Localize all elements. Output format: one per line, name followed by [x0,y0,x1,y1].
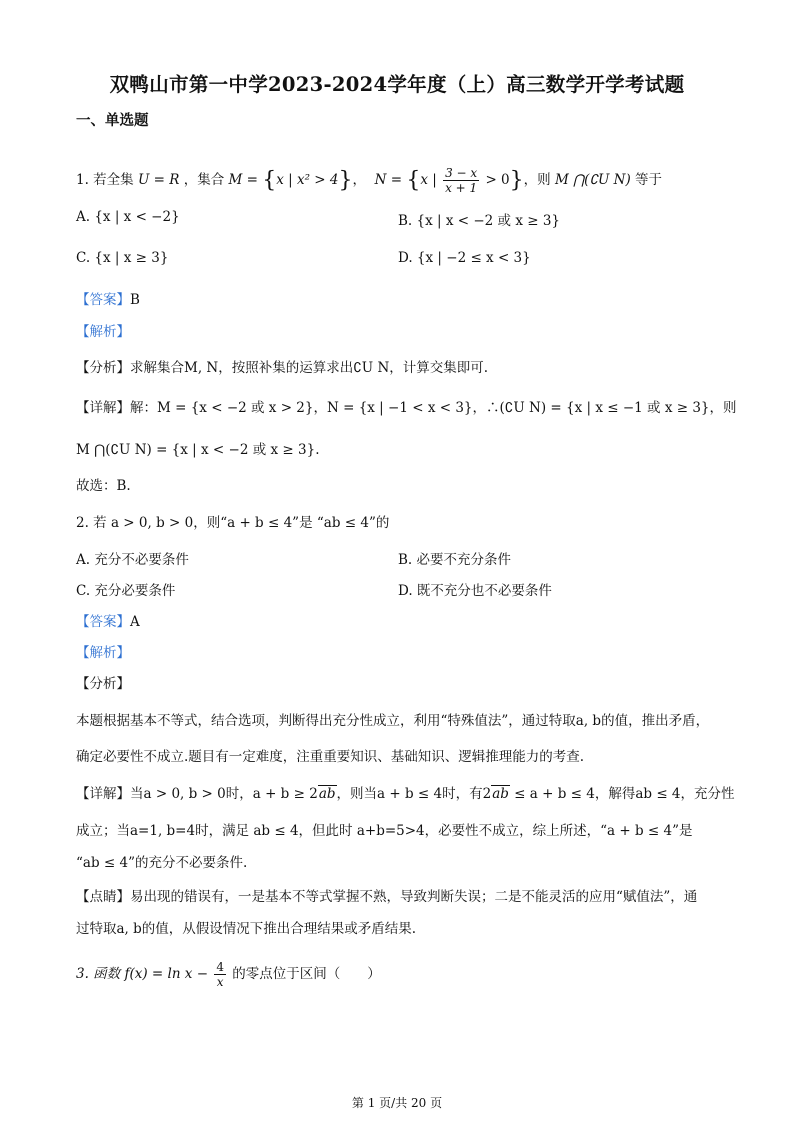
q2-option-c: C. 充分必要条件 [76,583,176,599]
fraction-4-over-x: $\frac{4}{x}$ [216,960,224,989]
q2-analysis-line-1: 本题根据基本不等式，结合选项，判断得出充分性成立，利用“特殊值法”，通过特取a, b的值，推出矛盾， [76,713,710,729]
q1-detail-line-1: 【详解】解：M = {x < −2 或 x > 2}，N = {x | −1 < x < 3}，∴(∁U N) = {x | x ≤ −1 或 x ≥ 3}，则 [76,400,737,416]
q1-analysis: 【分析】求解集合M, N，按照补集的运算求出∁U N，计算交集即可. [76,360,489,376]
q2-option-a: A. 充分不必要条件 [76,552,189,568]
q2-jiexi-tag: 【解析】 [76,645,130,661]
q2-detail-line-3: “ab ≤ 4”的充分不必要条件. [76,855,248,871]
q2-tip-line-2: 过特取a, b的值，从假设情况下推出合理结果或矛盾结果. [76,921,417,937]
q1-option-a: A. {x | x < −2} [76,209,180,225]
page-footer: 第 1 页/共 20 页 [351,1096,443,1110]
q2-analysis-tag: 【分析】 [76,676,130,692]
q2-option-d: D. 既不充分也不必要条件 [398,583,552,599]
q1-option-b: B. {x | x < −2 或 x ≥ 3} [398,213,561,229]
q2-detail-line-1: 【详解】当a > 0, b > 0时，a + b ≥ 2ab，则当a + b ≤ 4时，有2ab ≤ a + b ≤ 4，解得ab ≤ 4，充分性 [76,786,735,802]
section-heading: 一、单选题 [76,112,149,129]
page-title: 双鸭山市第一中学2023-2024学年度（上）高三数学开学考试题 [109,73,685,96]
q1-conclusion: 故选：B. [76,478,131,494]
q2-answer: 【答案】A [76,614,140,630]
q1-option-c: C. {x | x ≥ 3} [76,250,169,266]
question-3-stem: 3. 函数 f(x) = ln x − $\frac{4}{x}$ 的零点位于区间（ ） [76,960,381,989]
fraction-n: $\frac{3 - x}{x + 1}$ [445,166,478,195]
q2-detail-line-2: 成立；当a=1, b=4时，满足 ab ≤ 4，但此时 a+b=5>4，必要性不成立，综上所述，“a + b ≤ 4”是 [76,823,693,839]
question-2-stem: 2. 若 a > 0, b > 0，则“a + b ≤ 4”是 “ab ≤ 4”的 [76,515,390,531]
question-1-stem: 1. 若全集 U = R ，集合 M = {x | x² > 4}， N = {x | $\frac{3 - x}{x + 1}$ > 0}，则 M ⋂(∁U N) 等于 [76,166,663,195]
q2-option-b: B. 必要不充分条件 [398,552,512,568]
q1-answer: 【答案】B [76,292,140,308]
q1-jiexi-tag: 【解析】 [76,324,130,340]
q1-option-d: D. {x | −2 ≤ x < 3} [398,250,531,266]
q1-detail-line-2: M ⋂(∁U N) = {x | x < −2 或 x ≥ 3}. [76,442,320,458]
q2-tip-line-1: 【点睛】易出现的错误有，一是基本不等式掌握不熟，导致判断失误；二是不能灵活的应用“赋值法”，通 [76,889,698,905]
q2-analysis-line-2: 确定必要性不成立.题目有一定难度，注重重要知识、基础知识、逻辑推理能力的考查. [76,749,585,765]
